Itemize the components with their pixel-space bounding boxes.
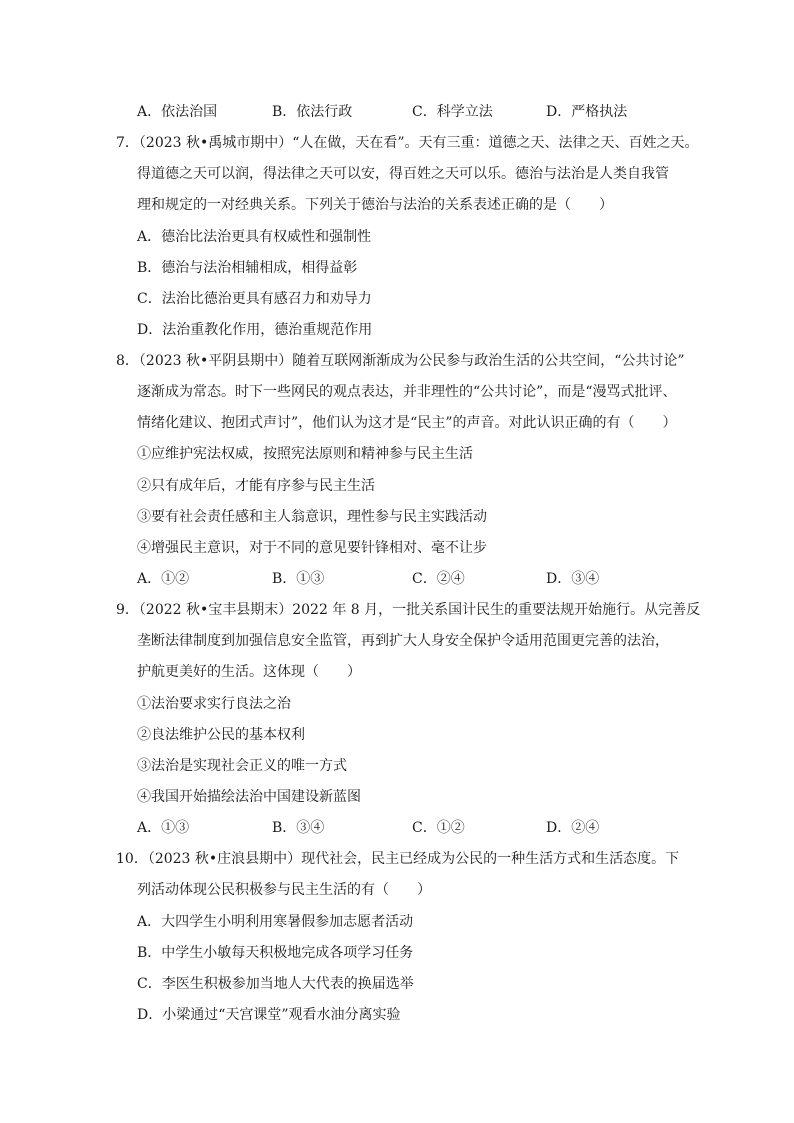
q7-option-a: A．德治比法治更具有权威性和强制性	[137, 229, 372, 245]
q10-stem-line-2: 列活动体现公民积极参与民主生活的有（ ）	[137, 882, 431, 898]
q8-statement-3: ③要有社会责任感和主人翁意识，理性参与民主实践活动	[137, 509, 487, 525]
q6-option-c: C．科学立法	[412, 104, 493, 120]
q9-statement-3: ③法治是实现社会正义的唯一方式	[137, 758, 347, 774]
q10-option-c: C．李医生积极参加当地人大代表的换届选举	[137, 976, 414, 992]
q10-option-b: B．中学生小敏每天积极地完成各项学习任务	[137, 945, 414, 961]
q9-stem-line-3: 护航更美好的生活。这体现（ ）	[137, 664, 361, 680]
q7-option-b: B．德治与法治相辅相成，相得益彰	[137, 260, 358, 276]
q8-statement-1: ①应维护宪法权威，按照宪法原则和精神参与民主生活	[137, 446, 473, 462]
q9-statement-1: ①法治要求实行良法之治	[137, 696, 291, 712]
q10-option-d: D．小梁通过“天宫课堂”观看水油分离实验	[137, 1007, 401, 1023]
q7-stem-line-3: 理和规定的一对经典关系。下列关于德治与法治的关系表述正确的是（ ）	[137, 197, 613, 213]
q10-option-a: A．大四学生小明利用寒暑假参加志愿者活动	[137, 914, 414, 930]
q9-statement-2: ②良法维护公民的基本权利	[137, 727, 305, 743]
q10-stem-line-1: 10．（2023 秋•庄浪县期中）现代社会，民主已经成为公民的一种生活方式和生活态度。下	[116, 851, 680, 867]
q8-statement-2: ②只有成年后，才能有序参与民主生活	[137, 478, 375, 494]
q8-option-d: D．③④	[546, 571, 600, 587]
q9-option-d: D．②④	[546, 820, 600, 836]
q9-stem-line-2: 垄断法律制度到加强信息安全监管，再到扩大人身安全保护令适用范围更完善的法治，	[137, 633, 669, 649]
q7-stem-line-2: 得道德之天可以润，得法律之天可以安，得百姓之天可以乐。德治与法治是人类自我管	[137, 166, 669, 182]
q8-option-a: A．①②	[137, 571, 190, 587]
q9-option-c: C．①②	[412, 820, 465, 836]
q9-stem-line-1: 9．（2022 秋•宝丰县期末）2022 年 8 月，一批关系国计民生的重要法规开始施行。从完善反	[116, 602, 701, 618]
q7-stem-line-1: 7．（2023 秋•禹城市期中）“人在做，天在看”。天有三重：道德之天、法律之天、百姓之天。	[116, 135, 699, 151]
q9-option-a: A．①③	[137, 820, 190, 836]
q8-stem-line-2: 逐渐成为常态。时下一些网民的观点表达，并非理性的“公共讨论”，而是“漫骂式批评、	[137, 384, 677, 400]
q8-stem-line-1: 8．（2023 秋•平阴县期中）随着互联网渐渐成为公民参与政治生活的公共空间，“公共讨论”	[116, 353, 685, 369]
q9-option-b: B．③④	[272, 820, 325, 836]
q8-stem-line-3: 情绪化建议、抱团式声讨”，他们认为这才是“民主”的声音。对此认识正确的有（ ）	[137, 415, 677, 431]
q7-option-d: D．法治重教化作用，德治重规范作用	[137, 322, 373, 338]
q6-option-d: D．严格执法	[546, 104, 628, 120]
q8-option-b: B．①③	[272, 571, 325, 587]
q8-statement-4: ④增强民主意识，对于不同的意见要针锋相对、毫不让步	[137, 540, 487, 556]
q6-option-b: B．依法行政	[272, 104, 353, 120]
q6-option-a: A．依法治国	[137, 104, 218, 120]
q8-option-c: C．②④	[412, 571, 465, 587]
q7-option-c: C．法治比德治更具有感召力和劝导力	[137, 291, 372, 307]
q9-statement-4: ④我国开始描绘法治中国建设新蓝图	[137, 789, 361, 805]
